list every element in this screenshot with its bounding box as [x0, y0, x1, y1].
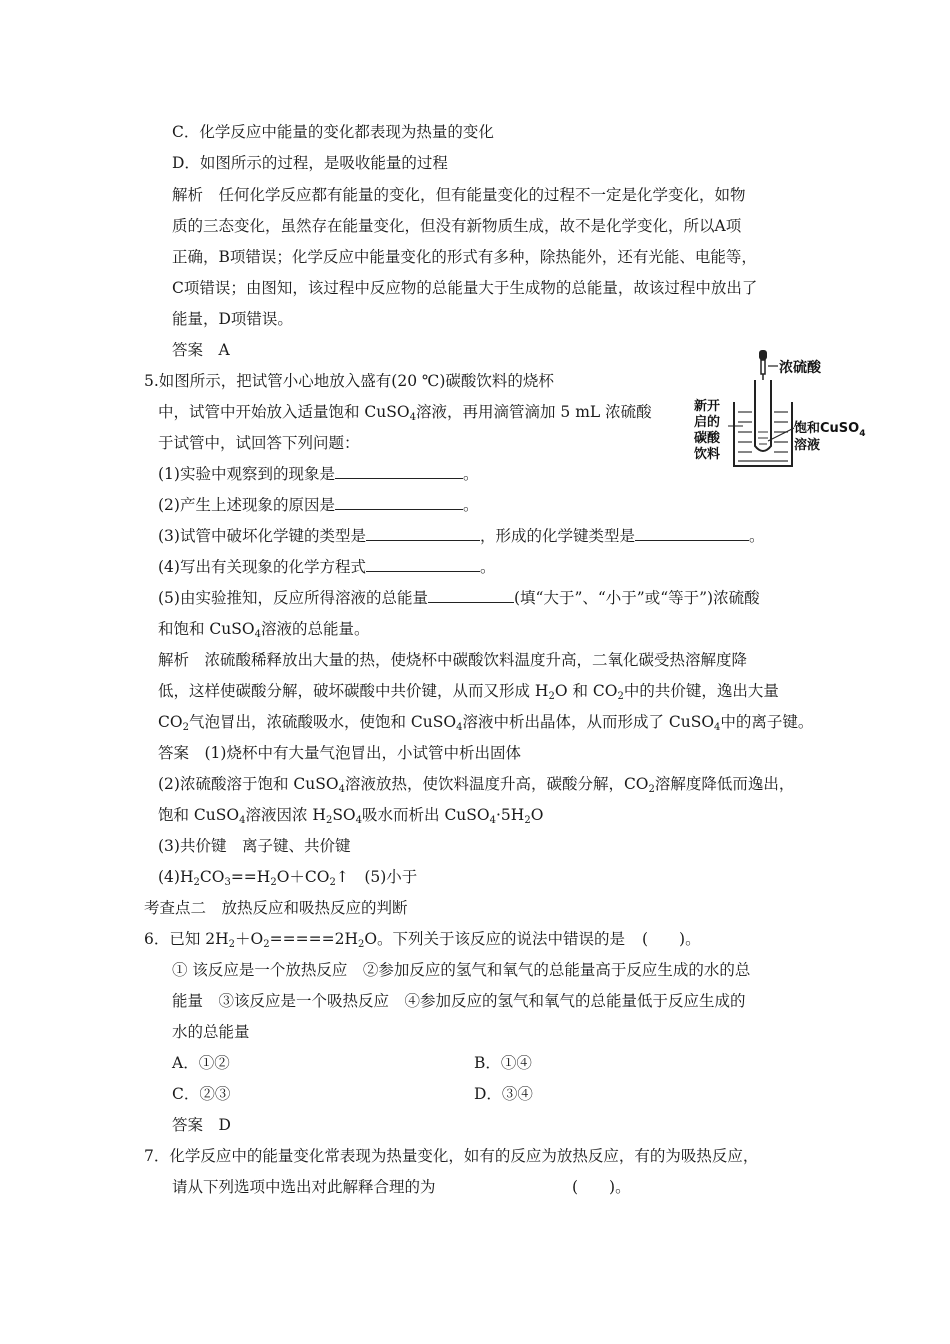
sub-question-5: (5)由实验推知，反应所得溶液的总能量 (填“大于”、“小于”或“等于”)浓硫酸	[158, 589, 760, 607]
analysis-line: 解析 浓硫酸稀释放出大量的热，使烧杯中碳酸饮料温度升高，二氧化碳受热溶解度降	[158, 651, 748, 669]
option-a[interactable]: A．①②	[172, 1054, 230, 1072]
section-heading: 考查点二 放热反应和吸热反应的判断	[144, 899, 408, 917]
question-5-stem: 中，试管中开始放入适量饱和 CuSO$_4$溶液，再用滴管滴加 5 mL 浓硫酸	[158, 403, 652, 423]
label-drink: 碳酸	[694, 431, 721, 446]
label-solution: 溶液	[794, 438, 821, 453]
statement-line: 水的总能量	[172, 1023, 250, 1041]
option-d: D．如图所示的过程，是吸收能量的过程	[172, 154, 448, 172]
analysis-line: 正确，B项错误；化学反应中能量变化的形式有多种，除热能外，还有光能、电能等，	[172, 248, 757, 266]
option-d[interactable]: D．③④	[474, 1085, 533, 1103]
answer-blank[interactable]	[335, 494, 463, 510]
answer-blank[interactable]	[335, 463, 463, 479]
question-5-stem: 5.如图所示，把试管小心地放入盛有(20 ℃)碳酸饮料的烧杯	[144, 372, 554, 390]
sub-question-3: (3)试管中破坏化学键的类型是 ，形成的化学键类型是 。	[158, 527, 765, 545]
answer-blank[interactable]	[635, 525, 749, 541]
answer: 答案 A	[172, 341, 230, 359]
answer-line: 饱和 CuSO$_4$溶液因浓 $H_2SO_4$吸水而析出 $CuSO_4\cdot 5H_2O$	[158, 806, 544, 826]
answer-paren[interactable]: ( )。	[642, 930, 701, 948]
option-b[interactable]: B．①④	[474, 1054, 532, 1072]
question-7-stem: 请从下列选项中选出对此解释合理的为	[172, 1178, 436, 1196]
question-7-stem: 7．化学反应中的能量变化常表现为热量变化，如有的反应为放热反应，有的为吸热反应，	[144, 1147, 759, 1165]
answer: 答案 D	[172, 1116, 231, 1134]
statement-line: ① 该反应是一个放热反应 ②参加反应的氢气和氧气的总能量高于反应生成的水的总	[172, 961, 751, 979]
sub-question-4: (4)写出有关现象的化学方程式 。	[158, 558, 496, 576]
answer-paren[interactable]: ( )。	[572, 1178, 631, 1196]
analysis-line: $CO_2$气泡冒出，浓硫酸吸水，使饱和 CuSO$_4$溶液中析出晶体，从而形成了 CuSO$_4$中的离子键。	[158, 713, 814, 733]
question-5-stem: 于试管中，试回答下列问题：	[158, 434, 360, 452]
analysis-line: 质的三态变化，虽然存在能量变化，但没有新物质生成，故不是化学变化，所以A项	[172, 217, 742, 235]
option-c[interactable]: C．②③	[172, 1085, 231, 1103]
label-drink: 饮料	[694, 447, 721, 462]
answer-blank[interactable]	[366, 525, 480, 541]
label-acid: 浓硫酸	[779, 360, 821, 376]
label-saturated: 饱和CuSO$_4$	[794, 421, 866, 439]
beaker-figure	[688, 346, 888, 476]
answer-line: (2)浓硫酸溶于饱和 CuSO$_4$溶液放热，使饮料温度升高，碳酸分解，$CO_2$溶解度降低而逸出，	[158, 775, 795, 795]
analysis-line: 能量，D项错误。	[172, 310, 293, 328]
statement-line: 能量 ③该反应是一个吸热反应 ④参加反应的氢气和氧气的总能量低于反应生成的	[172, 992, 746, 1010]
label-drink: 新开	[694, 399, 721, 414]
option-c: C．化学反应中能量的变化都表现为热量的变化	[172, 123, 494, 141]
analysis-line: C项错误；由图知，该过程中反应物的总能量大于生成物的总能量，故该过程中放出了	[172, 279, 758, 297]
answer-line: 答案 (1)烧杯中有大量气泡冒出，小试管中析出固体	[158, 744, 521, 762]
sub-question-5-cont: 和饱和 CuSO$_4$溶液的总能量。	[158, 620, 370, 640]
sub-question-2: (2)产生上述现象的原因是 。	[158, 496, 479, 514]
answer-line: $(4)H_2CO_3==H_2O+CO_2↑$ (5)小于	[158, 868, 418, 888]
answer-blank[interactable]	[428, 587, 514, 603]
answer-line: (3)共价键 离子键、共价键	[158, 837, 351, 855]
sub-question-1: (1)实验中观察到的现象是 。	[158, 465, 479, 483]
question-6-stem: 6．已知 $2H_2+O_2=====2H_2O$。下列关于该反应的说法中错误的是	[144, 930, 626, 950]
label-drink: 启的	[694, 415, 721, 430]
dropper-bulb-icon	[759, 350, 767, 360]
analysis-line: 解析 任何化学反应都有能量的变化，但有能量变化的过程不一定是化学变化，如物	[172, 186, 746, 204]
answer-blank[interactable]	[366, 556, 480, 572]
analysis-line: 低，这样使碳酸分解，破坏碳酸中共价键，从而又形成 $H_2O$ 和 $CO_2$中的共价键，逸出大量	[158, 682, 779, 702]
